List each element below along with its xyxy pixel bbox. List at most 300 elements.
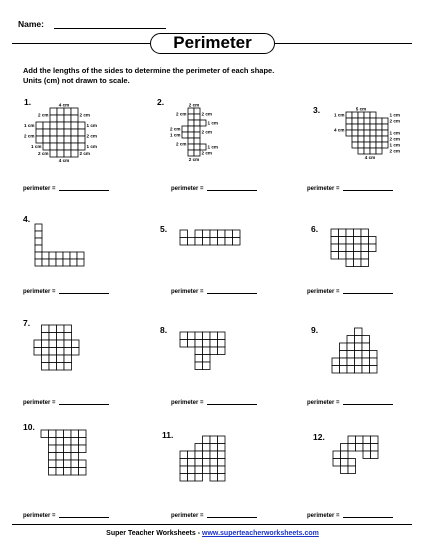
grid-square — [71, 108, 78, 115]
grid-square — [57, 363, 65, 371]
grid-square — [195, 230, 203, 238]
perimeter-label: perimeter = — [23, 289, 56, 295]
grid-square — [341, 451, 349, 459]
answer-blank[interactable] — [343, 404, 393, 405]
grid-square — [57, 129, 64, 136]
grid-square — [63, 259, 70, 266]
grid-square — [354, 244, 362, 252]
perimeter-label: perimeter = — [23, 400, 56, 406]
grid-square — [71, 129, 78, 136]
perimeter-label: perimeter = — [171, 186, 204, 192]
grid-square — [218, 436, 226, 444]
answer-blank[interactable] — [59, 517, 109, 518]
perimeter-answer-10[interactable] — [23, 513, 109, 519]
grid-square — [210, 230, 218, 238]
grid-square — [370, 124, 376, 130]
grid-square — [363, 436, 371, 444]
perimeter-answer-6[interactable] — [307, 289, 393, 295]
perimeter-answer-4[interactable] — [23, 289, 109, 295]
grid-square — [42, 348, 50, 356]
grid-square — [210, 451, 218, 459]
answer-blank[interactable] — [207, 293, 257, 294]
side-length-label: 1 cm — [389, 142, 400, 148]
grid-square — [43, 122, 50, 129]
grid-square — [203, 347, 211, 355]
grid-square — [50, 115, 57, 122]
grid-square — [376, 148, 382, 154]
grid-square — [364, 130, 370, 136]
grid-square — [64, 136, 71, 143]
grid-square — [49, 363, 57, 371]
grid-square — [57, 325, 65, 333]
answer-blank[interactable] — [343, 517, 393, 518]
grid-square — [64, 122, 71, 129]
grid-square — [64, 150, 71, 157]
grid-square — [188, 126, 194, 132]
grid-square — [56, 460, 64, 468]
grid-square — [35, 259, 42, 266]
grid-square — [77, 252, 84, 259]
grid-square — [358, 118, 364, 124]
grid-square — [331, 244, 339, 252]
grid-square — [188, 120, 194, 126]
grid-square — [210, 436, 218, 444]
grid-square — [188, 466, 196, 474]
grid-square — [194, 138, 200, 144]
grid-square — [376, 142, 382, 148]
grid-square — [56, 430, 64, 438]
grid-square — [43, 143, 50, 150]
name-answer-line[interactable] — [54, 28, 166, 29]
grid-square — [50, 129, 57, 136]
grid-square — [370, 112, 376, 118]
grid-square — [333, 451, 341, 459]
grid-square — [56, 453, 64, 461]
grid-square — [376, 118, 382, 124]
grid-square — [188, 474, 196, 482]
perimeter-answer-7[interactable] — [23, 400, 109, 406]
grid-square — [79, 445, 87, 453]
grid-square — [371, 436, 379, 444]
grid-square — [346, 237, 354, 245]
grid-square — [354, 252, 362, 260]
grid-square — [332, 366, 340, 374]
grid-square — [194, 120, 200, 126]
shape-3 — [334, 106, 406, 162]
grid-square — [203, 451, 211, 459]
shape-11 — [180, 436, 228, 482]
grid-square — [194, 114, 200, 120]
grid-square — [203, 459, 211, 467]
grid-square — [188, 150, 194, 156]
shape-4 — [35, 224, 91, 272]
grid-square — [370, 366, 378, 374]
grid-square — [382, 118, 388, 124]
grid-square — [331, 237, 339, 245]
grid-square — [64, 333, 72, 341]
grid-square — [78, 136, 85, 143]
grid-square — [210, 474, 218, 482]
grid-square — [49, 453, 57, 461]
grid-square — [370, 351, 378, 359]
grid-square — [203, 436, 211, 444]
shape-5 — [180, 230, 244, 246]
grid-square — [180, 459, 188, 467]
grid-square — [194, 108, 200, 114]
grid-square — [346, 124, 352, 130]
problem-number-8: 8. — [160, 325, 168, 335]
grid-square — [42, 252, 49, 259]
grid-square — [370, 148, 376, 154]
grid-square — [195, 347, 203, 355]
grid-square — [361, 237, 369, 245]
grid-square — [346, 118, 352, 124]
answer-blank[interactable] — [59, 190, 109, 191]
side-length-label: 2 cm — [24, 133, 35, 139]
perimeter-answer-3[interactable] — [307, 186, 393, 192]
grid-square — [71, 430, 79, 438]
problem-number-5: 5. — [160, 224, 168, 234]
side-length-label: 4 cm — [58, 158, 70, 163]
grid-square — [358, 148, 364, 154]
grid-square — [71, 150, 78, 157]
side-length-label: 1 cm — [207, 144, 218, 150]
perimeter-answer-12[interactable] — [307, 513, 393, 519]
grid-square — [210, 459, 218, 467]
grid-square — [355, 328, 363, 336]
side-length-label: 2 cm — [201, 129, 212, 135]
grid-square — [195, 362, 203, 370]
grid-square — [371, 451, 379, 459]
problem-number-9: 9. — [311, 325, 319, 335]
grid-square — [57, 348, 65, 356]
grid-square — [36, 122, 43, 129]
side-length-label: 1 cm — [334, 112, 345, 118]
answer-blank[interactable] — [207, 190, 257, 191]
grid-square — [195, 459, 203, 467]
grid-square — [362, 351, 370, 359]
grid-square — [49, 438, 57, 446]
grid-square — [233, 238, 241, 246]
perimeter-answer-1[interactable] — [23, 186, 109, 192]
perimeter-answer-9[interactable] — [307, 400, 393, 406]
grid-square — [364, 142, 370, 148]
grid-square — [352, 142, 358, 148]
problem-number-7: 7. — [23, 318, 31, 328]
grid-square — [382, 124, 388, 130]
grid-square — [49, 259, 56, 266]
answer-blank[interactable] — [59, 293, 109, 294]
grid-square — [195, 332, 203, 340]
grid-square — [382, 142, 388, 148]
grid-square — [71, 115, 78, 122]
grid-square — [355, 343, 363, 351]
grid-square — [49, 468, 57, 476]
grid-square — [370, 118, 376, 124]
grid-square — [203, 444, 211, 452]
side-length-label: 2 cm — [389, 148, 400, 154]
grid-square — [203, 355, 211, 363]
grid-square — [50, 108, 57, 115]
instructions-line-2: Units (cm) not drawn to scale. — [23, 76, 130, 85]
grid-square — [203, 362, 211, 370]
grid-square — [180, 238, 188, 246]
perimeter-label: perimeter = — [307, 186, 340, 192]
perimeter-answer-11[interactable] — [171, 513, 257, 519]
grid-square — [49, 355, 57, 363]
problem-number-2: 2. — [157, 97, 165, 107]
grid-square — [354, 259, 362, 267]
grid-square — [57, 108, 64, 115]
grid-square — [78, 143, 85, 150]
grid-square — [358, 124, 364, 130]
grid-square — [79, 430, 87, 438]
grid-square — [361, 244, 369, 252]
grid-square — [56, 445, 64, 453]
grid-square — [356, 436, 364, 444]
grid-square — [210, 347, 218, 355]
grid-square — [57, 150, 64, 157]
side-length-label: 2 cm — [201, 111, 212, 117]
side-length-label: 2 cm — [79, 112, 90, 118]
grid-square — [188, 114, 194, 120]
grid-square — [363, 444, 371, 452]
grid-square — [210, 238, 218, 246]
grid-square — [42, 363, 50, 371]
perimeter-label: perimeter = — [171, 513, 204, 519]
perimeter-answer-8[interactable] — [171, 400, 257, 406]
grid-square — [72, 340, 80, 348]
grid-square — [195, 474, 203, 482]
perimeter-label: perimeter = — [171, 400, 204, 406]
grid-square — [195, 451, 203, 459]
side-length-label: 2 cm — [170, 126, 181, 132]
grid-square — [195, 444, 203, 452]
grid-square — [362, 366, 370, 374]
grid-square — [340, 358, 348, 366]
grid-square — [363, 451, 371, 459]
grid-square — [340, 351, 348, 359]
grid-square — [341, 459, 349, 467]
side-length-label: 2 cm — [389, 118, 400, 124]
grid-square — [188, 238, 196, 246]
grid-square — [35, 238, 42, 245]
grid-square — [358, 142, 364, 148]
grid-square — [218, 238, 226, 246]
grid-square — [182, 132, 188, 138]
grid-square — [70, 252, 77, 259]
shape-6 — [331, 229, 379, 269]
grid-square — [346, 252, 354, 260]
grid-square — [71, 438, 79, 446]
grid-square — [362, 358, 370, 366]
grid-square — [72, 348, 80, 356]
grid-square — [369, 237, 377, 245]
side-length-label: 5 cm — [355, 106, 367, 112]
grid-square — [71, 453, 79, 461]
perimeter-answer-5[interactable] — [171, 289, 257, 295]
grid-square — [355, 336, 363, 344]
grid-square — [370, 136, 376, 142]
grid-square — [364, 148, 370, 154]
grid-square — [364, 124, 370, 130]
side-length-label: 2 cm — [188, 102, 200, 108]
grid-square — [78, 129, 85, 136]
grid-square — [346, 130, 352, 136]
footer-rule — [12, 524, 412, 525]
grid-square — [218, 459, 226, 467]
grid-square — [64, 460, 72, 468]
grid-square — [50, 122, 57, 129]
grid-square — [352, 112, 358, 118]
side-length-label: 4 cm — [364, 155, 376, 160]
grid-square — [348, 444, 356, 452]
side-length-label: 4 cm — [58, 102, 70, 108]
grid-square — [57, 340, 65, 348]
grid-square — [369, 244, 377, 252]
grid-square — [341, 466, 349, 474]
side-length-label: 1 cm — [389, 130, 400, 136]
grid-square — [77, 259, 84, 266]
grid-square — [194, 144, 200, 150]
grid-square — [371, 444, 379, 452]
grid-square — [346, 259, 354, 267]
grid-square — [79, 460, 87, 468]
answer-blank[interactable] — [343, 293, 393, 294]
grid-square — [71, 122, 78, 129]
grid-square — [34, 340, 42, 348]
problem-number-6: 6. — [311, 224, 319, 234]
problem-number-11: 11. — [162, 430, 174, 440]
side-length-label: 1 cm — [170, 132, 181, 138]
name-label: Name: — [18, 19, 44, 29]
side-length-label: 2 cm — [201, 150, 212, 156]
grid-square — [347, 343, 355, 351]
grid-square — [56, 252, 63, 259]
grid-square — [188, 451, 196, 459]
shape-12 — [333, 436, 381, 476]
grid-square — [64, 355, 72, 363]
grid-square — [49, 348, 57, 356]
perimeter-label: perimeter = — [307, 400, 340, 406]
grid-square — [42, 325, 50, 333]
grid-square — [57, 143, 64, 150]
grid-square — [188, 340, 196, 348]
grid-square — [42, 355, 50, 363]
grid-square — [364, 112, 370, 118]
grid-square — [225, 230, 233, 238]
grid-square — [376, 124, 382, 130]
perimeter-label: perimeter = — [23, 186, 56, 192]
side-length-label: 2 cm — [38, 112, 49, 118]
grid-square — [218, 451, 226, 459]
grid-square — [49, 445, 57, 453]
problem-number-10: 10. — [23, 422, 35, 432]
grid-square — [376, 130, 382, 136]
grid-square — [233, 230, 241, 238]
grid-square — [348, 459, 356, 467]
grid-square — [218, 474, 226, 482]
grid-square — [355, 351, 363, 359]
shape-9 — [332, 328, 380, 374]
grid-square — [49, 325, 57, 333]
grid-square — [348, 466, 356, 474]
grid-square — [180, 332, 188, 340]
grid-square — [180, 340, 188, 348]
grid-square — [56, 468, 64, 476]
grid-square — [35, 231, 42, 238]
grid-square — [356, 444, 364, 452]
grid-square — [347, 358, 355, 366]
grid-square — [64, 468, 72, 476]
side-length-label: 1 cm — [31, 144, 42, 150]
grid-square — [195, 340, 203, 348]
grid-square — [64, 430, 72, 438]
grid-square — [340, 366, 348, 374]
grid-square — [355, 366, 363, 374]
side-length-label: 2 cm — [86, 133, 97, 139]
grid-square — [203, 340, 211, 348]
grid-square — [71, 143, 78, 150]
side-length-label: 4 cm — [334, 127, 345, 133]
side-length-label: 2 cm — [389, 136, 400, 142]
grid-square — [354, 237, 362, 245]
grid-square — [64, 453, 72, 461]
grid-square — [352, 136, 358, 142]
perimeter-answer-2[interactable] — [171, 186, 257, 192]
grid-square — [50, 143, 57, 150]
grid-square — [41, 430, 49, 438]
grid-square — [218, 230, 226, 238]
grid-square — [79, 438, 87, 446]
answer-blank[interactable] — [59, 404, 109, 405]
grid-square — [361, 229, 369, 237]
footer-link[interactable]: www.superteacherworksheets.com — [202, 530, 319, 537]
grid-square — [56, 259, 63, 266]
grid-square — [49, 333, 57, 341]
answer-blank[interactable] — [207, 517, 257, 518]
side-length-label: 1 cm — [389, 112, 400, 118]
grid-square — [180, 474, 188, 482]
grid-square — [370, 130, 376, 136]
grid-square — [49, 430, 57, 438]
grid-square — [218, 444, 226, 452]
grid-square — [354, 229, 362, 237]
grid-square — [333, 459, 341, 467]
grid-square — [49, 460, 57, 468]
grid-square — [180, 230, 188, 238]
perimeter-label: perimeter = — [171, 289, 204, 295]
grid-square — [194, 150, 200, 156]
page-title: Perimeter — [150, 33, 275, 54]
grid-square — [57, 136, 64, 143]
grid-square — [182, 126, 188, 132]
grid-square — [346, 244, 354, 252]
answer-blank[interactable] — [343, 190, 393, 191]
grid-square — [188, 108, 194, 114]
grid-square — [188, 144, 194, 150]
grid-square — [348, 436, 356, 444]
grid-square — [347, 366, 355, 374]
grid-square — [79, 468, 87, 476]
grid-square — [43, 136, 50, 143]
grid-square — [42, 259, 49, 266]
answer-blank[interactable] — [207, 404, 257, 405]
grid-square — [57, 355, 65, 363]
side-length-label: 1 cm — [207, 120, 218, 126]
grid-square — [188, 132, 194, 138]
grid-square — [370, 142, 376, 148]
